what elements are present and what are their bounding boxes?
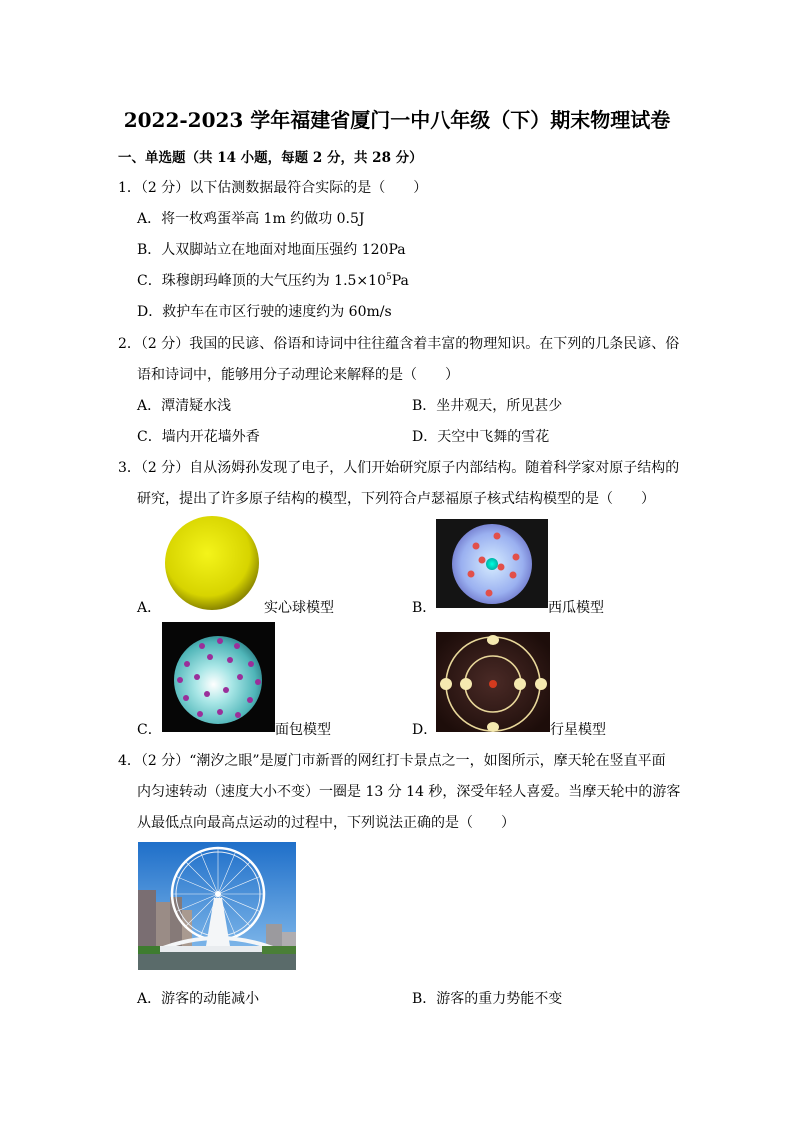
question-3-option-b-label: B．	[412, 600, 437, 616]
question-3-option-d-text: 行星模型	[550, 722, 606, 738]
question-1-option-a: A．将一枚鸡蛋举高 1m 约做功 0.5J	[137, 211, 365, 227]
question-1-option-c	[137, 270, 409, 290]
question-4-stem-line1: 4．（2 分）“潮汐之眼”是厦门市新晋的网红打卡景点之一，如图所示，摩天轮在竖直平面	[118, 753, 666, 769]
question-1-stem: 1．（2 分）以下估测数据最符合实际的是（ ）	[118, 180, 428, 196]
question-1-option-d: D．救护车在市区行驶的速度约为 60m/s	[137, 304, 392, 320]
question-3-stem-line1: 3．（2 分）自从汤姆孙发现了电子，人们开始研究原子内部结构。随着科学家对原子结构的	[118, 460, 680, 476]
question-2-option-b: B．坐井观天，所见甚少	[412, 398, 563, 414]
question-4-stem-line2: 内匀速转动（速度大小不变）一圈是 13 分 14 秒，深受年轻人喜爱。当摩天轮中的游客	[137, 784, 681, 800]
option-c-exponent: 5	[385, 272, 392, 283]
page-title: 2022-2023 学年福建省厦门一中八年级（下）期末物理试卷	[123, 108, 671, 132]
question-3-option-b-text: 西瓜模型	[548, 600, 604, 616]
planetary-model-image	[436, 632, 550, 732]
option-c-unit: Pa	[391, 273, 409, 289]
section-heading: 一、单选题（共 14 小题，每题 2 分，共 28 分）	[118, 150, 423, 166]
option-c-text: C．珠穆朗玛峰顶的大气压约为 1.5×10	[137, 273, 386, 289]
question-2-option-d: D．天空中飞舞的雪花	[412, 429, 550, 445]
question-2-option-c: C．墙内开花墙外香	[137, 429, 260, 445]
question-2-option-a: A．潭清疑水浅	[137, 398, 232, 414]
question-3-option-d-label: D．	[412, 722, 438, 738]
question-3-option-c-label: C．	[137, 722, 162, 738]
ferris-wheel-photo	[138, 842, 296, 970]
question-1-option-b: B．人双脚站立在地面对地面压强约 120Pa	[137, 242, 406, 258]
bread-model-image	[162, 622, 275, 732]
watermelon-model-image	[436, 519, 548, 608]
question-2-stem-line2: 语和诗词中，能够用分子动理论来解释的是（ ）	[137, 367, 459, 383]
question-4-option-a: A．游客的动能减小	[137, 991, 260, 1007]
question-2-stem-line1: 2．（2 分）我国的民谚、俗语和诗词中往往蕴含着丰富的物理知识。在下列的几条民谚、俗	[118, 336, 680, 352]
question-4-stem-line3: 从最低点向最高点运动的过程中，下列说法正确的是（ ）	[137, 815, 515, 831]
question-3-option-a-label: A．	[137, 600, 162, 616]
question-3-option-c-text: 面包模型	[275, 722, 331, 738]
solid-ball-model-image	[160, 515, 264, 611]
question-4-option-b: B．游客的重力势能不变	[412, 991, 563, 1007]
question-3-stem-line2: 研究，提出了许多原子结构的模型，下列符合卢瑟福原子核式结构模型的是（ ）	[137, 491, 655, 507]
question-3-option-a-text: 实心球模型	[264, 600, 334, 616]
